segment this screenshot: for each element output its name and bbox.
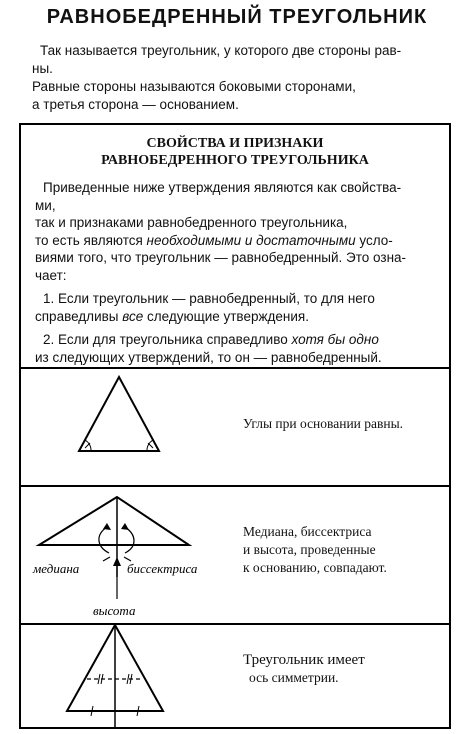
properties-text xyxy=(35,179,433,366)
arrow-median xyxy=(99,527,109,553)
text-line: ми, xyxy=(35,197,56,213)
caption-line: Медиана, биссектриса xyxy=(243,524,372,539)
row-median-bisector-height xyxy=(21,485,449,625)
label-median: медиана xyxy=(33,561,80,576)
emphasis: необходимыми и достаточными xyxy=(146,232,356,248)
triangle xyxy=(39,497,189,545)
caption-line: Треугольник имеет xyxy=(243,652,365,668)
text-line: виями того, что треугольник — равнобедренный. Это озна- xyxy=(35,250,407,265)
label-height: высота xyxy=(93,603,136,618)
intro-line: ны. xyxy=(32,61,53,76)
text-line: из следующих утверждений, то он — равнобедренный. xyxy=(35,349,382,365)
intro-line: а третья сторона — основанием. xyxy=(32,97,239,112)
row-caption xyxy=(243,651,365,687)
intro-line: Равные стороны называются боковыми сторонами, xyxy=(32,79,356,94)
statement-2: 2. Если для треугольника справедливо хотя бы одно xyxy=(43,332,379,347)
row-caption xyxy=(243,523,387,577)
label-bisector: биссектриса xyxy=(127,561,198,576)
angle-tick-left xyxy=(85,443,90,448)
caption-line: к основанию, совпадают. xyxy=(243,560,387,575)
arrowhead xyxy=(113,557,121,566)
arrow-median-tail xyxy=(103,557,110,561)
page-title: РАВНОБЕДРЕННЫЙ ТРЕУГОЛЬНИК xyxy=(46,6,428,28)
properties-table xyxy=(19,123,451,729)
heading-line: РАВНОБЕДРЕННОГО ТРЕУГОЛЬНИКА xyxy=(101,153,369,168)
row-symmetry-axis xyxy=(21,623,449,729)
tick-mark xyxy=(127,674,129,684)
caption-line: и высота, проведенные xyxy=(243,542,376,557)
statement-1: 1. Если треугольник — равнобедренный, то для него xyxy=(43,291,375,306)
symmetry-axis-figure xyxy=(21,625,241,729)
emphasis: все xyxy=(122,308,144,324)
intro-text xyxy=(32,42,460,114)
arrowhead xyxy=(103,523,111,530)
tick-mark xyxy=(98,674,100,684)
text-line: то есть являются необходимыми и достаточными усло- xyxy=(35,232,393,248)
row-caption: Углы при основании равны. xyxy=(243,416,404,431)
arrowhead xyxy=(121,523,129,530)
heading-line: СВОЙСТВА И ПРИЗНАКИ xyxy=(146,136,324,151)
text-line: Приведенные ниже утверждения являются как свойства- xyxy=(43,180,402,195)
text-line: справедливы все следующие утверждения. xyxy=(35,308,309,324)
text-line: так и признаками равнобедренного треугольника, xyxy=(35,215,348,230)
isosceles-triangle-figure xyxy=(21,369,221,485)
intro-line: Так называется треугольник, у которого две стороны рав- xyxy=(40,43,402,58)
properties-heading xyxy=(21,135,449,169)
text-line: чает: xyxy=(35,267,67,283)
angle-tick-right xyxy=(148,443,153,448)
properties-section xyxy=(21,125,449,369)
emphasis: хотя бы одно xyxy=(291,332,379,347)
median-height-figure xyxy=(21,487,241,625)
arrow-bisector xyxy=(125,527,134,553)
caption-line: ось симметрии. xyxy=(249,670,339,685)
row-base-angles xyxy=(21,367,449,487)
triangle xyxy=(79,377,159,451)
